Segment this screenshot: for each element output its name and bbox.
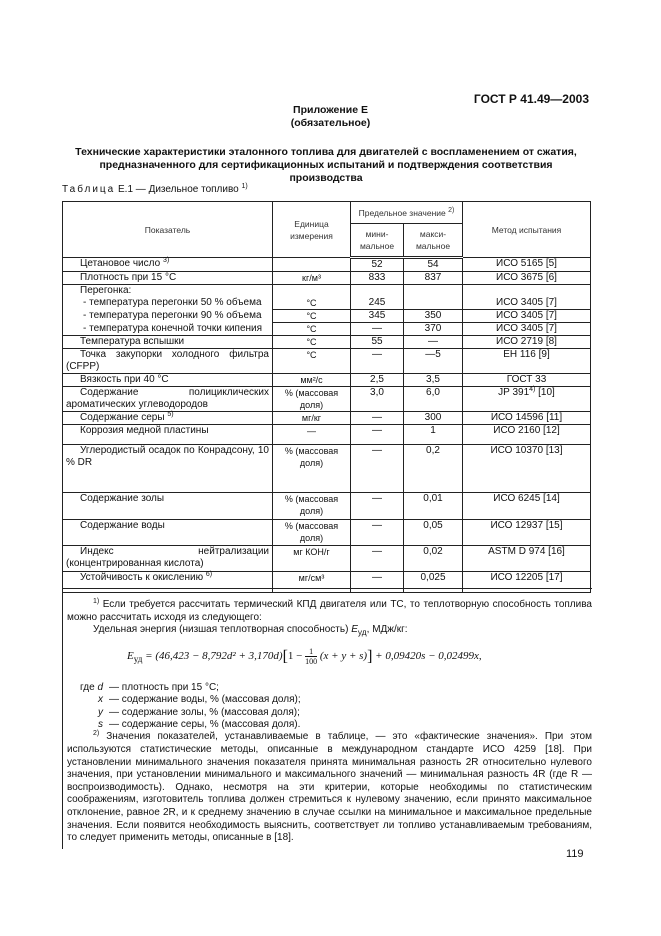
method-cell [463, 412, 591, 425]
unit-cell-text: °C [306, 350, 317, 360]
unit-cell [273, 336, 351, 349]
table-row [63, 374, 591, 387]
fraction-den: 100 [305, 656, 318, 666]
max-cell [404, 349, 463, 374]
method-cell [463, 285, 591, 298]
header-limit-label: Предельное значение [358, 207, 446, 218]
max-cell [404, 285, 463, 298]
unit-cell [273, 297, 351, 310]
min-cell [351, 258, 404, 272]
method-cell [463, 258, 591, 272]
unit-cell-text: кг/м³ [302, 273, 321, 283]
table-row [63, 520, 591, 546]
param-cell-text: Содержание воды [80, 520, 165, 531]
param-cell-text: Перегонка: [80, 285, 132, 296]
param-cell-text: Содержание золы [80, 493, 165, 504]
method-cell-text: ГОСТ 33 [506, 374, 547, 385]
unit-cell [273, 323, 351, 336]
min-cell [351, 272, 404, 285]
variable-row [67, 682, 301, 694]
param-note: 6) [205, 571, 213, 578]
footnote-1-text: Если требуется рассчитать термический КПД двигателя или ТС, то теплотворную способность топлива можно рассчитать исходя из следующего: [67, 599, 592, 623]
variable-row [67, 707, 301, 719]
header-max: макси-мальное [404, 224, 463, 258]
fraction-num: 1 [305, 647, 317, 657]
caption-note: 1) [241, 183, 248, 190]
method-cell-text: ИСО 10370 [13] [490, 445, 563, 456]
max-cell [404, 297, 463, 310]
method-cell [463, 349, 591, 374]
max-cell-text: — [428, 336, 438, 347]
diesel-fuel-table [62, 201, 591, 593]
variable-description: — плотность при 15 °C; [109, 681, 219, 693]
standard-number: ГОСТ Р 41.49—2003 [473, 92, 589, 106]
param-cell [63, 272, 273, 285]
table-row [63, 336, 591, 349]
table-row [63, 349, 591, 374]
max-cell [404, 310, 463, 323]
min-cell-text: 345 [368, 310, 386, 321]
min-cell-text: — [372, 520, 382, 531]
max-cell [404, 412, 463, 425]
caption-text: Е.1 — Дизельное топливо [118, 184, 239, 195]
max-cell-text: 1 [430, 425, 436, 436]
min-cell [351, 425, 404, 445]
table-footnotes [62, 588, 592, 849]
param-cell [63, 323, 273, 336]
max-cell-text: 837 [424, 272, 442, 283]
formula-tail: + 0,09420s − 0,02499x, [375, 649, 482, 662]
min-cell [351, 285, 404, 298]
unit-cell-text: мг/кг [301, 413, 322, 423]
param-cell-text: Вязкость при 40 °C [80, 374, 169, 385]
method-cell [463, 546, 591, 572]
variable-symbol: s [98, 719, 103, 730]
method-cell-text: ИСО 14596 [11] [490, 412, 563, 423]
method-cell-text: ИСО 2719 [8] [496, 336, 557, 347]
table-row [63, 493, 591, 520]
table-row [63, 272, 591, 285]
method-cell [463, 297, 591, 310]
table-row [63, 412, 591, 425]
unit-cell-text: % (массовая доля) [284, 388, 339, 410]
formula-lhs-sub: уд [133, 654, 143, 664]
param-cell [63, 310, 273, 323]
energy-subscript: уд [357, 627, 367, 638]
min-cell-text: — [372, 572, 382, 583]
unit-cell [273, 387, 351, 412]
min-cell [351, 349, 404, 374]
footnote-2 [67, 731, 592, 844]
method-cell-text: ИСО 12205 [17] [490, 572, 563, 583]
min-cell [351, 520, 404, 546]
min-cell-text: 245 [368, 297, 386, 308]
max-cell-text: —5 [425, 349, 441, 360]
min-cell-text: 3,0 [370, 387, 384, 398]
min-cell [351, 310, 404, 323]
unit-cell [273, 425, 351, 445]
header-method: Метод испытания [463, 202, 591, 258]
variable-definitions [67, 682, 301, 732]
param-note: 3) [162, 257, 170, 264]
max-cell-text: 0,05 [423, 520, 443, 531]
unit-cell-text: °C [306, 337, 317, 347]
page-number: 119 [566, 848, 584, 860]
unit-cell-text: % (массовая доля) [284, 446, 339, 468]
unit-cell [273, 349, 351, 374]
method-cell-text: ЕН 116 [9] [503, 349, 550, 360]
unit-cell-text: °C [306, 311, 317, 321]
max-cell-text: 0,2 [426, 445, 440, 456]
max-cell [404, 425, 463, 445]
table-row [63, 445, 591, 493]
unit-cell-text: % (массовая доля) [284, 494, 339, 516]
method-cell-text: ИСО 3405 [7] [496, 297, 557, 308]
param-cell [63, 374, 273, 387]
unit-cell-text: °C [306, 324, 317, 334]
variable-symbol-cell [67, 707, 109, 719]
max-cell-text: 0,01 [423, 493, 443, 504]
appendix-title: Приложение Е [293, 104, 368, 116]
method-cell [463, 493, 591, 520]
max-cell [404, 258, 463, 272]
param-cell-text: Температура вспышки [80, 336, 185, 347]
method-cell [463, 445, 591, 493]
variable-symbol: d [97, 681, 103, 693]
unit-cell [273, 258, 351, 272]
min-cell-text: — [372, 412, 382, 423]
table-row [63, 425, 591, 445]
method-cell-text: ИСО 3675 [6] [496, 272, 557, 283]
max-cell [404, 387, 463, 412]
energy-unit: , МДж/кг: [366, 624, 408, 636]
header-limit [351, 202, 463, 224]
param-cell [63, 285, 273, 298]
param-cell-text: Цетановое число [80, 258, 161, 269]
formula-one: 1 − [287, 649, 303, 662]
energy-label: Удельная энергия (низшая теплотворная способность) [93, 624, 349, 636]
table-row [63, 310, 591, 323]
min-cell-text: — [372, 546, 382, 557]
min-cell [351, 387, 404, 412]
formula-fraction [305, 647, 317, 666]
unit-cell-text: % (массовая доля) [284, 521, 339, 543]
min-cell-text: 2,5 [370, 374, 384, 385]
param-note: 5) [167, 411, 174, 418]
param-cell [63, 546, 273, 572]
method-note: 4) [529, 386, 536, 393]
param-cell [63, 297, 273, 310]
method-cell-text: ИСО 5165 [5] [496, 258, 557, 269]
unit-cell-text: мг/см³ [298, 573, 325, 583]
unit-cell-text: °C [306, 298, 317, 308]
max-cell [404, 323, 463, 336]
param-cell-text: - температура перегонки 90 % объема [83, 309, 262, 321]
max-cell [404, 336, 463, 349]
max-cell-text: 3,5 [426, 374, 440, 385]
param-cell [63, 387, 273, 412]
method-cell [463, 310, 591, 323]
document-title: Технические характеристики эталонного топлива для двигателей с воспламенением от сжатия, предназначенного для сертификационных испытаний и подтверждения соответствия производства [75, 146, 577, 184]
param-cell-text: Содержание полициклических ароматических углеводородов [66, 387, 269, 410]
caption-word: Таблица [62, 184, 116, 195]
min-cell [351, 445, 404, 493]
param-cell-text: - температура конечной точки кипения [83, 322, 263, 334]
method-ref: [10] [538, 387, 555, 398]
energy-line [67, 624, 592, 639]
method-cell-text: ИСО 3405 [7] [496, 323, 557, 334]
unit-cell [273, 520, 351, 546]
unit-cell [273, 272, 351, 285]
unit-cell-text: мг КОН/г [293, 547, 330, 557]
min-cell [351, 493, 404, 520]
unit-cell [273, 493, 351, 520]
param-cell [63, 336, 273, 349]
method-cell [463, 272, 591, 285]
max-cell-text: 350 [424, 310, 442, 321]
unit-cell [273, 546, 351, 572]
min-cell-text: — [372, 349, 382, 360]
table-row [63, 258, 591, 272]
method-cell [463, 425, 591, 445]
min-cell-text: 833 [368, 272, 386, 283]
min-cell [351, 374, 404, 387]
max-cell [404, 374, 463, 387]
method-cell-text: ASTM D 974 [16] [488, 546, 565, 557]
min-cell-text: 55 [371, 336, 383, 347]
method-cell-text: ИСО 3405 [7] [496, 310, 557, 321]
max-cell [404, 493, 463, 520]
min-cell-text: — [372, 493, 382, 504]
energy-symbol: E [351, 624, 358, 636]
where-word: где [80, 681, 95, 693]
method-cell-text: JP 391 [498, 387, 530, 398]
formula-sum: (x + y + s) [319, 649, 368, 662]
max-cell [404, 445, 463, 493]
table-row [63, 546, 591, 572]
param-cell-text: Содержание серы [80, 412, 165, 423]
variable-row [67, 719, 301, 731]
min-cell [351, 323, 404, 336]
formula-lhs-symbol: E [127, 649, 134, 662]
param-cell-text: - температура перегонки 50 % объема [83, 297, 262, 308]
max-cell [404, 520, 463, 546]
method-cell [463, 323, 591, 336]
param-cell-text: Коррозия медной пластины [80, 425, 209, 436]
method-cell-text: ИСО 6245 [14] [493, 493, 560, 504]
header-limit-note: 2) [448, 206, 455, 214]
param-cell-text: Индекс нейтрализации (концентрированная кислота) [66, 546, 269, 569]
min-cell [351, 297, 404, 310]
max-cell-text: 0,02 [423, 546, 443, 557]
variable-symbol-cell [67, 694, 109, 706]
param-cell-text: Плотность при 15 °C [80, 272, 177, 283]
min-cell [351, 336, 404, 349]
header-param: Показатель [63, 202, 273, 258]
table-row [63, 297, 591, 310]
min-cell [351, 412, 404, 425]
footnote-2-text: Значения показателей, устанавливаемые в таблице, — это «фактические значения». При этом используются статистические методы, описанные в международном стандарте ИСО 4259 [18]. При установлении минимального значения показателя принята минимальная разность 2R относительно нулевого значения, при установлении минимального и максимального значений — минимальная разность 4R (где R — воспроизводимость). Однако, несмотря на эти критерии, которые необходимы по статистическим соображениям, изготовитель топлива должен стремиться к нулевому значению, если принято максимальное отклонение, равное 2R, и к среднему значению в случае ссылки на минимальное и максимальное предельные значения. Если появится необходимость выяснить, соответствует ли топливо устанавливаемым требованиям, то следует применить методы, описанные в [18]. [67, 731, 592, 844]
max-cell-text: 300 [424, 412, 442, 423]
max-cell [404, 546, 463, 572]
method-cell [463, 520, 591, 546]
method-cell [463, 387, 591, 412]
header-min: мини-мальное [351, 224, 404, 258]
param-cell-text: Точка закупорки холодного фильтра (CFPP) [66, 349, 269, 372]
table-caption [62, 184, 248, 195]
param-cell [63, 445, 273, 493]
formula-part-1: = (46,423 − 8,792d² + 3,170d) [145, 649, 283, 662]
method-cell-text: ИСО 2160 [12] [493, 425, 560, 436]
footnote-1 [67, 599, 592, 624]
method-cell [463, 374, 591, 387]
unit-cell [273, 374, 351, 387]
variable-row [67, 694, 301, 706]
appendix-heading [0, 104, 661, 130]
unit-cell-text: мм²/с [300, 375, 323, 385]
param-cell [63, 520, 273, 546]
energy-formula: $E_{уд} = (46,423 - 8,792d^2 + 3,170d)[1$ − $\frac{1}{100}$ (x + y + s)] + 0,09420s − 0,02499x, [127, 646, 482, 666]
min-cell-text: 52 [371, 259, 383, 270]
table-row [63, 285, 591, 298]
min-cell-text: — [372, 425, 382, 436]
min-cell-text: — [372, 323, 382, 334]
table-row [63, 387, 591, 412]
variable-description: — содержание воды, % (массовая доля); [109, 694, 301, 706]
param-cell-text: Углеродистый осадок по Конрадсону, 10 % DR [66, 445, 269, 468]
method-cell-text: ИСО 12937 [15] [490, 520, 563, 531]
unit-cell [273, 285, 351, 298]
variable-symbol-cell [67, 719, 109, 731]
param-cell [63, 493, 273, 520]
max-cell-text: 54 [427, 259, 439, 270]
max-cell-text: 0,025 [420, 572, 446, 583]
max-cell-text: 6,0 [426, 387, 440, 398]
variable-description: — содержание золы, % (массовая доля); [109, 706, 300, 718]
max-cell-text: 370 [424, 323, 442, 334]
variable-description: — содержание серы, % (массовая доля). [109, 719, 301, 730]
param-cell [63, 258, 273, 272]
param-cell [63, 412, 273, 425]
unit-cell-text: — [307, 426, 316, 436]
variable-symbol: y [98, 706, 103, 718]
variable-symbol-cell [67, 682, 109, 694]
variable-symbol: x [98, 694, 103, 706]
unit-cell [273, 445, 351, 493]
footnote-2-mark: 2) [93, 730, 100, 738]
param-cell [63, 349, 273, 374]
param-cell [63, 425, 273, 445]
unit-cell [273, 412, 351, 425]
header-unit: Единица измерения [273, 202, 351, 258]
appendix-status: (обязательное) [290, 117, 371, 129]
footnote-1-mark: 1) [93, 598, 100, 605]
param-cell-text: Устойчивость к окислению [80, 572, 204, 583]
unit-cell [273, 310, 351, 323]
min-cell-text: — [372, 445, 382, 456]
min-cell [351, 546, 404, 572]
method-cell [463, 336, 591, 349]
table-row [63, 323, 591, 336]
max-cell [404, 272, 463, 285]
